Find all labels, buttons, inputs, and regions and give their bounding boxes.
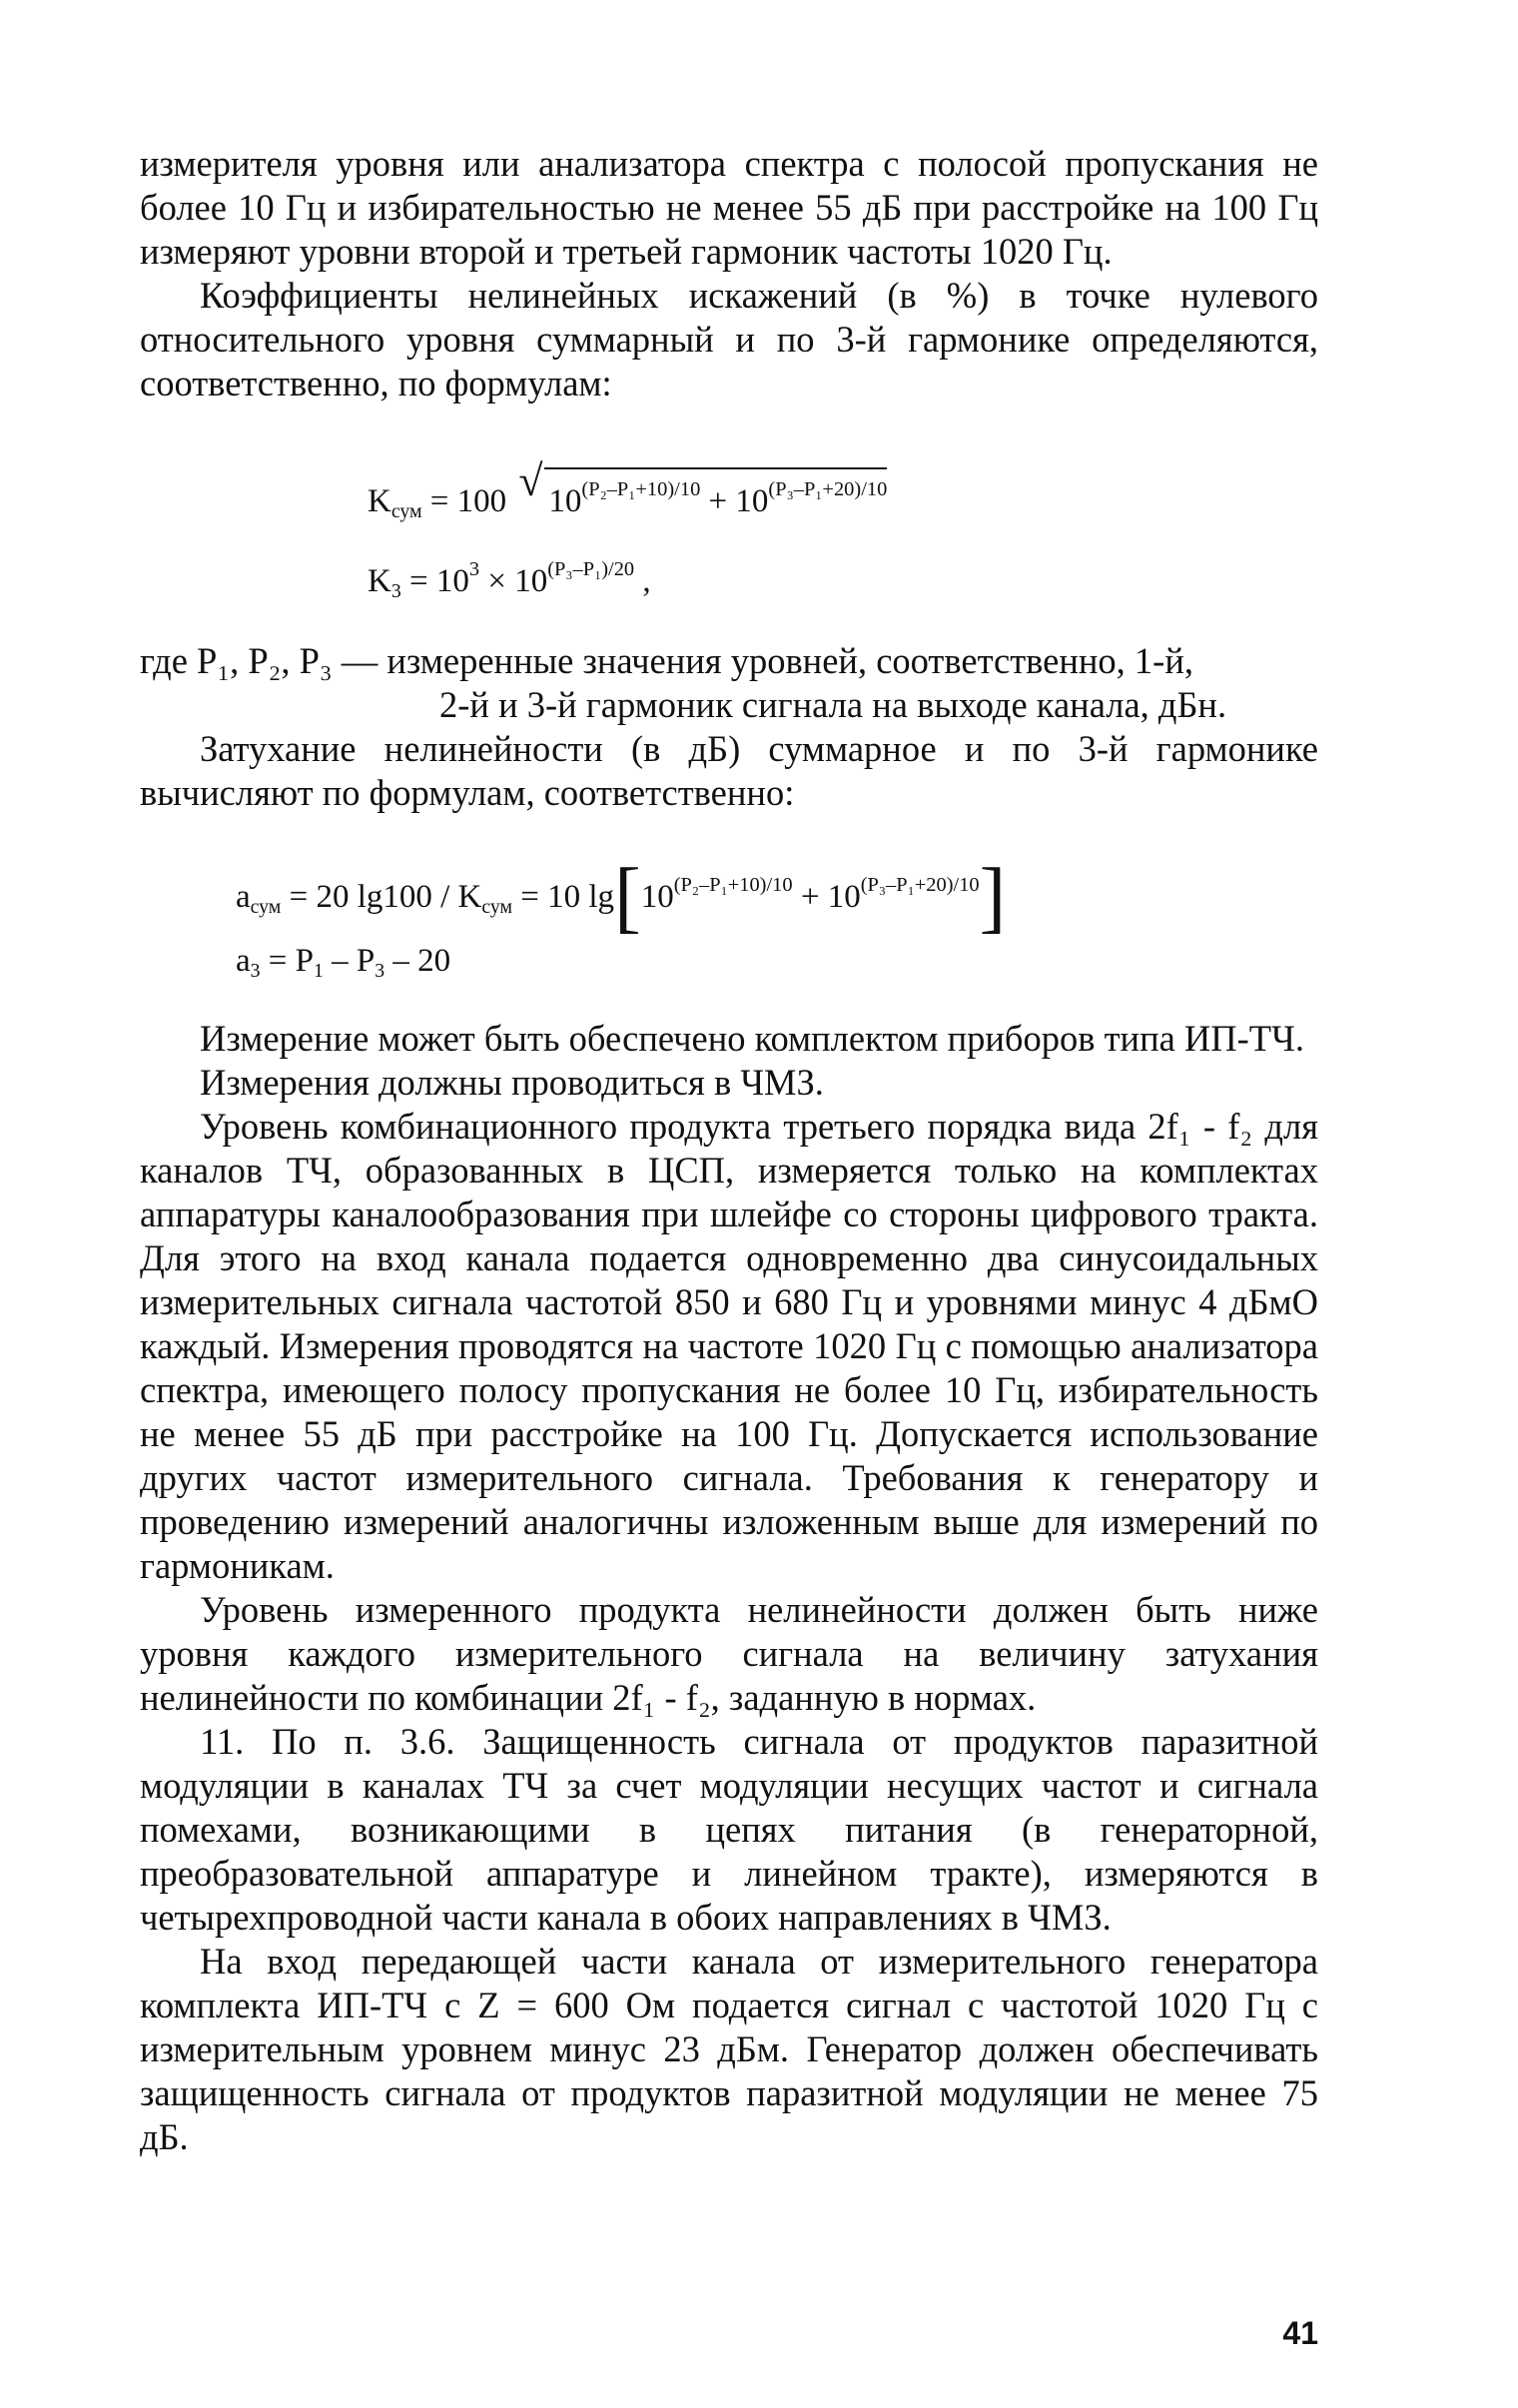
where-line-1: где P₁, P₂, P₃ — измеренные значения уровней, соответственно, 1-й, <box>140 640 1193 681</box>
formula-a-sum-lhs: a <box>236 879 251 915</box>
formula-a-sum-mid: = 20 lg100 / K <box>281 879 482 915</box>
formula-k-sum-exp2: (P₃–P₁+20)/10 <box>768 478 888 500</box>
text-top <box>140 142 1318 405</box>
paragraph-device: Измерение может быть обеспечено комплектом приборов типа ИП-ТЧ. <box>200 1018 1304 1059</box>
paragraph-input: На вход передающей части канала от измерительного генератора комплекта ИП-ТЧ с Z = 600 Ом подается сигнал с частотой 1020 Гц с измерительным уровнем минус 23 дБм. Генератор должен обеспечивать защищенность сигнала от продуктов паразитной модуляции не менее 75 дБ. <box>140 1941 1318 2157</box>
paragraph-item-11: 11. По п. 3.6. Защищенность сигнала от продуктов паразитной модуляции в каналах ТЧ за счет модуляции несущих частот и сигнала помехами, возникающими в цепях питания (в генераторной, преобразовательной аппаратуре и линейном тракте), измеряются в четырехпроводной части канала в обоих направлениях в ЧМЗ. <box>140 1721 1318 1938</box>
formula-k3-pow: 3 <box>468 558 480 580</box>
paragraph-chmz: Измерения должны проводиться в ЧМЗ. <box>200 1062 824 1103</box>
paragraph-attenuation: Затухание нелинейности (в дБ) суммарное и по 3-й гармонике вычисляют по формулам, соответственно: <box>140 728 1318 813</box>
paragraph-top: измерителя уровня или анализатора спектра с полосой пропускания не более 10 Гц и избирательностью не менее 55 дБ при расстройке на 100 Гц измеряют уровни второй и третьей гармоник частоты 1020 Гц. <box>140 143 1318 272</box>
formula-k3-comma: , <box>634 563 651 599</box>
text-main <box>140 1017 1318 2159</box>
formula-k-sum-exp1: (P₂–P₁+10)/10 <box>581 478 701 500</box>
formula-k-sum-base1: 10 <box>548 483 582 519</box>
formula-a-sum-lhs-sub: сум <box>250 896 282 918</box>
formula-k-sum-root <box>544 467 887 521</box>
formula-a-sum-close-bracket: ] <box>979 853 1007 941</box>
formula-a3-lhs-sub: 3 <box>250 960 261 982</box>
text-attenuation <box>140 727 1318 815</box>
formula-k-sum-lhs: K <box>368 483 391 519</box>
formula-a-sum-eq: = 10 lg <box>512 879 615 915</box>
formula-a3-rest-sub: 3 <box>375 960 385 982</box>
formula-a-sum-mid-sub: сум <box>481 896 513 918</box>
formula-k-sum <box>368 467 887 531</box>
where-line-2: 2-й и 3-й гармоник сигнала на выходе канала, дБн. <box>439 684 1227 725</box>
formula-k3-lhs-sub: 3 <box>390 580 401 602</box>
formula-a3-tail: – 20 <box>384 943 451 979</box>
formula-k3-eq: = 10 <box>400 563 469 599</box>
formula-a-sum-exp2: (P₃–P₁+20)/10 <box>860 874 980 896</box>
formula-a3-rest: – P <box>323 943 376 979</box>
paragraph-level: Уровень измеренного продукта нелинейности должен быть ниже уровня каждого измерительного сигнала на величину затухания нелинейности по комбинации 2f₁ - f₂, заданную в нормах. <box>140 1589 1318 1718</box>
paragraph-coefficients: Коэффициенты нелинейных искажений (в %) в точке нулевого относительного уровня суммарный и по 3-й гармонике определяются, соответственно, по формулам: <box>140 275 1318 403</box>
formula-k-sum-plus: + 10 <box>708 483 769 519</box>
formula-k3-exp: (P₃–P₁)/20 <box>547 558 635 580</box>
page-number: 41 <box>1282 2315 1318 2351</box>
formula-k3-lhs: K <box>368 563 391 599</box>
formula-k-sum-eq: = 100 <box>421 483 507 519</box>
formula-a3-lhs: a <box>236 943 251 979</box>
formula-a-sum-exp1: (P₂–P₁+10)/10 <box>673 874 793 896</box>
formula-a3 <box>236 941 450 991</box>
formula-a-sum-plus: + 10 <box>800 879 861 915</box>
formula-k3 <box>368 549 651 611</box>
where-block <box>140 639 1318 727</box>
formula-a3-rhs: = P <box>260 943 315 979</box>
formula-a3-rhs-sub: 1 <box>314 960 324 982</box>
formula-k3-times: × 10 <box>479 563 548 599</box>
formula-a-sum-open-bracket: [ <box>614 853 641 941</box>
formula-a-sum-base1: 10 <box>640 879 674 915</box>
formula-k-sum-lhs-sub: сум <box>390 500 422 522</box>
paragraph-combination: Уровень комбинационного продукта третьего порядка вида 2f₁ - f₂ для каналов ТЧ, образованных в ЦСП, измеряется только на комплектах аппаратуры каналообразования при шлейфе со стороны цифрового тракта. Для этого на вход канала подается одновременно два синусоидальных измерительных сигнала частотой 850 и 680 Гц и уровнями минус 4 дБмО каждый. Измерения проводятся на частоте 1020 Гц с помощью анализатора спектра, имеющего полосу пропускания не более 10 Гц, избирательность не менее 55 дБ при расстройке на 100 Гц. Допускается использование других частот измерительного сигнала. Требования к генератору и проведению измерений аналогичны изложенным выше для измерений по гармоникам. <box>140 1106 1318 1586</box>
formula-a-sum <box>236 853 1007 941</box>
